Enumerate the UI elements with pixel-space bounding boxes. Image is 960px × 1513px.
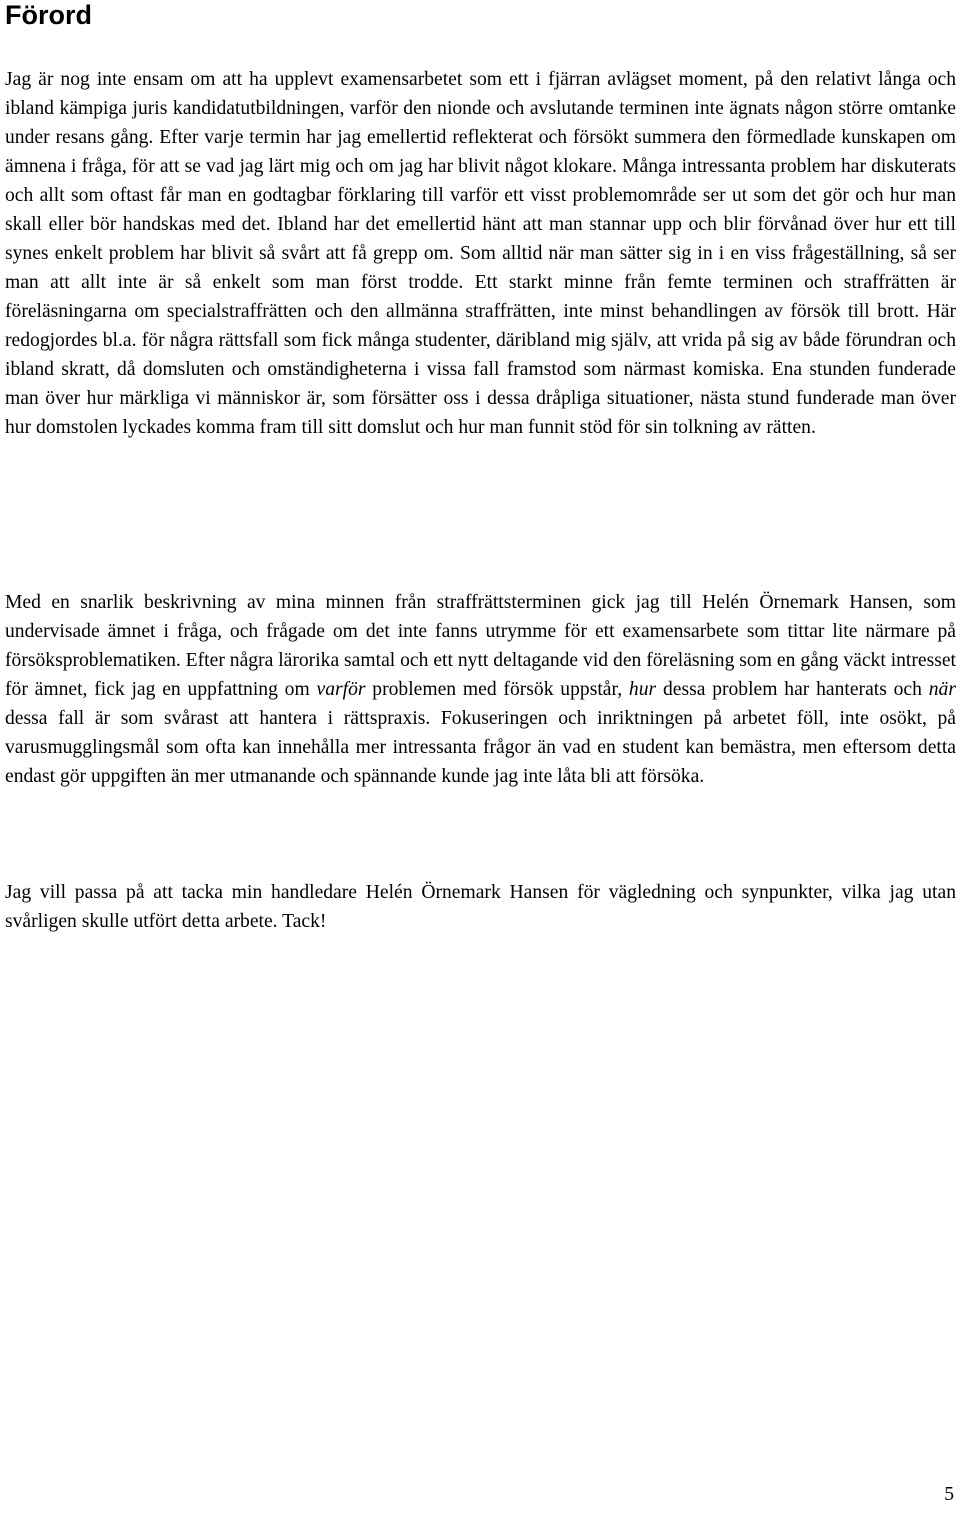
paragraph-background-text-2: problemen med försök uppstår,	[365, 679, 629, 700]
paragraph-intro: Jag är nog inte ensam om att ha upplevt examensarbetet som ett i fjärran avlägset moment, på den relativt långa och ibland kämpiga juris kandidatutbildningen, varför den nionde och avslutande terminen inte ägnats någon större omtanke under resans gång. Efter varje termin har jag emellertid reflekterat och försökt summera den förmedlade kunskapen om ämnena i fråga, för att se vad jag lärt mig och om jag har blivit något klokare. Många intressanta problem har diskuterats och allt som oftast får man en godtagbar förklaring till varför ett visst problemområde ser ut som det gör och hur man skall eller bör handskas med det. Ibland har det emellertid hänt att man stannar upp och blir förvånad över hur ett till synes enkelt problem har blivit så svårt att få grepp om. Som alltid när man sätter sig in i en viss frågeställning, så ser man att allt inte är så enkelt som man först trodde. Ett starkt minne från femte terminen och straffrätten är föreläsningarna om specialstraffrätten och den allmänna straffrätten, inte minst behandlingen av försök till brott. Här redogjordes bl.a. för några rättsfall som fick många studenter, däribland mig själv, att vrida på sig av både förundran och ibland skratt, då domsluten och omständigheterna i vissa fall framstod som närmast komiska. Ena stunden funderade man över hur märkliga vi människor är, som försätter oss i dessa dråpliga situationer, nästa stund funderade man över hur domstolen lyckades komma fram till sitt domslut och hur man funnit stöd för sin tolkning av rätten.	[5, 69, 956, 438]
paragraph-background	[5, 588, 956, 791]
paragraph-background-text-4: dessa fall är som svårast att hantera i rättspraxis. Fokuseringen och inriktningen på arbetet föll, inte osökt, på varusmugglingsmål som ofta kan innehålla mer intressanta frågor än vad en student kan bemästra, men eftersom detta endast gör uppgiften än mer utmanande och spännande kunde jag inte låta bli att försöka.	[5, 708, 956, 787]
emphasis-nar: när	[928, 679, 956, 700]
page-title: Förord	[5, 0, 92, 30]
paragraph-background-text-3: dessa problem har hanterats och	[656, 679, 929, 700]
paragraph-acknowledgement: Jag vill passa på att tacka min handledare Helén Örnemark Hansen för vägledning och synpunkter, vilka jag utan svårligen skulle utfört detta arbete. Tack!	[5, 882, 956, 932]
page-number: 5	[944, 1484, 954, 1505]
paragraph-background-text-1: Med en snarlik beskrivning av mina minnen från straffrättsterminen gick jag till Helén Örnemark Hansen, som undervisade ämnet i fråga, och frågade om det inte fanns utrymme för ett examensarbete som tittar lite närmare på försöksproblematiken. Efter några lärorika samtal och ett nytt deltagande vid den föreläsning som en gång väckt intresset för ämnet, fick jag en uppfattning om	[5, 592, 956, 700]
emphasis-varfor: varför	[316, 679, 366, 700]
emphasis-hur: hur	[628, 679, 657, 700]
